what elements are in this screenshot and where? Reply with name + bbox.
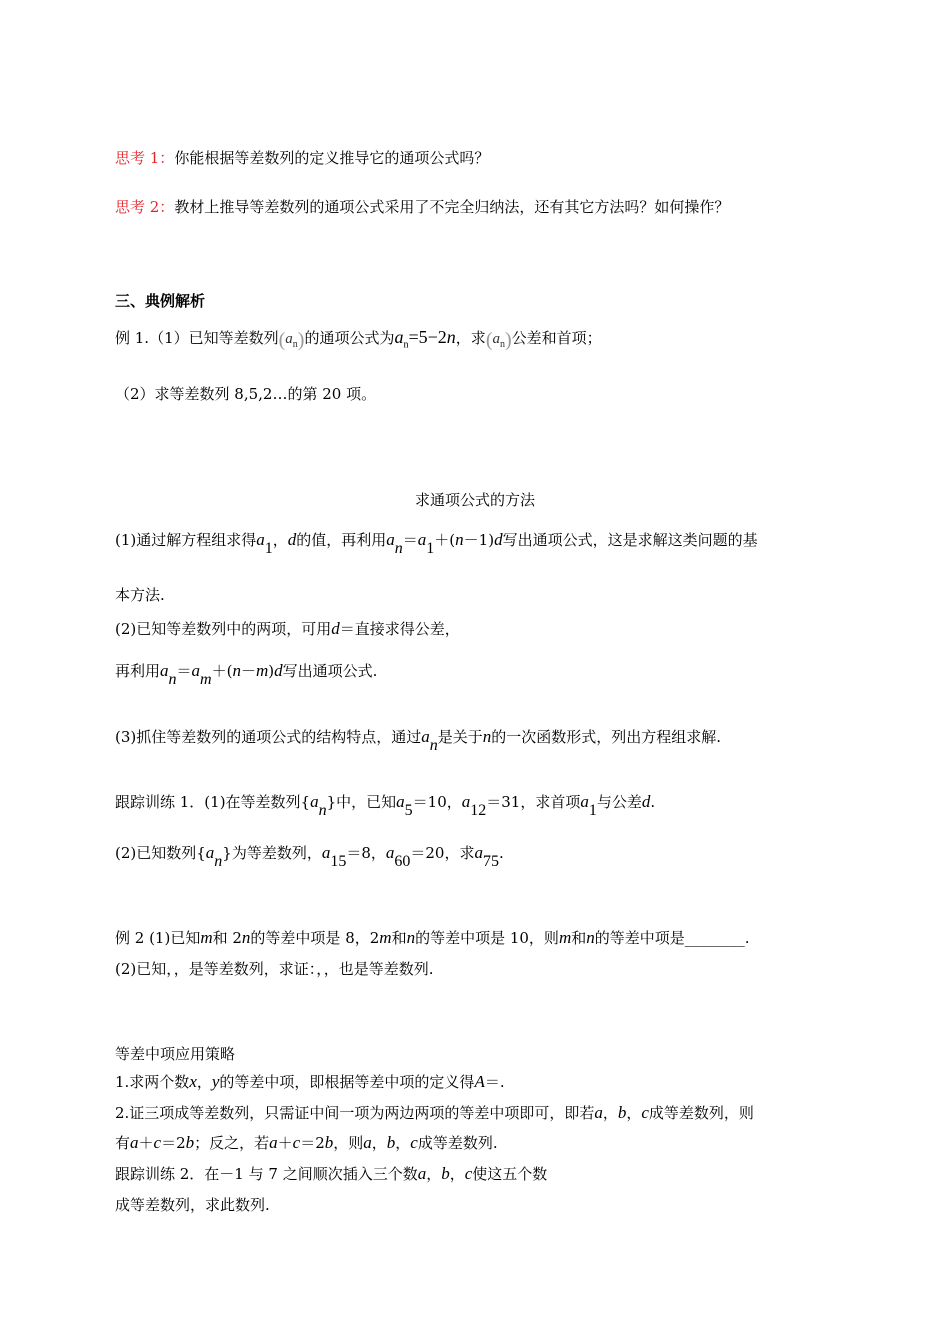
var: c <box>153 1133 162 1152</box>
method-3 <box>115 726 722 754</box>
subscript: n <box>429 737 438 754</box>
var: n <box>241 928 251 947</box>
example-1-part-1 <box>115 326 602 357</box>
text: 的等差中项，即根据等差中项的定义得 <box>219 1073 475 1091</box>
subscript: 12 <box>470 802 487 819</box>
var: d <box>287 530 297 549</box>
text: }为等差数列， <box>222 844 322 862</box>
var: m <box>255 661 269 680</box>
text: ＋( <box>211 662 233 680</box>
text: 跟踪训练 2．在－1 与 7 之间顺次插入三个数 <box>115 1165 418 1183</box>
var: d <box>494 530 503 549</box>
text: 的通项公式为 <box>304 329 395 347</box>
track-2 <box>115 1163 547 1185</box>
var: b <box>185 1133 195 1152</box>
var: m <box>200 928 213 947</box>
think-2-text: 教材上推导等差数列的通项公式采用了不完全归纳法，还有其它方法吗？如何操作？ <box>174 198 730 216</box>
text: ， <box>449 1165 465 1183</box>
var: a <box>385 843 395 862</box>
var: n <box>406 928 416 947</box>
var: c <box>410 1133 418 1152</box>
text: ＝8， <box>346 844 386 862</box>
var: a <box>191 661 201 680</box>
var: b <box>441 1164 450 1183</box>
text: ，则 <box>333 1134 364 1152</box>
subscript: n <box>318 802 327 819</box>
text: 的值，再利用 <box>296 531 387 549</box>
var: a <box>417 530 427 549</box>
text: 公差和首项； <box>511 329 602 347</box>
think-2 <box>115 196 729 218</box>
sequence-an: $(a_n)$ <box>278 329 305 351</box>
text: ＝. <box>484 1073 505 1091</box>
var: A <box>474 1072 485 1091</box>
var: c <box>641 1103 649 1122</box>
subscript: 5 <box>404 802 413 819</box>
subscript: 1 <box>426 540 435 557</box>
text: (3)抓住等差数列的通项公式的结构特点，通过 <box>115 728 422 746</box>
text: ， <box>426 1165 442 1183</box>
var: b <box>324 1133 334 1152</box>
var: x <box>189 1072 197 1091</box>
var: a <box>363 1133 372 1152</box>
text: ， <box>371 1134 387 1152</box>
text: 成等差数列. <box>417 1134 498 1152</box>
text: 再利用 <box>115 662 161 680</box>
var: a <box>321 843 331 862</box>
var: c <box>464 1164 473 1183</box>
strategy-1 <box>115 1071 505 1093</box>
text: 跟踪训练 1．(1)在等差数列{ <box>115 793 311 811</box>
var: b <box>386 1133 396 1152</box>
strategy-2-cont <box>115 1132 498 1154</box>
text: (1)通过解方程组求得 <box>115 531 257 549</box>
strategy-2 <box>115 1102 754 1124</box>
section-heading: 三、典例解析 <box>115 292 206 310</box>
var: d <box>331 619 340 638</box>
text: ， <box>626 1104 642 1122</box>
text: 有 <box>115 1134 131 1152</box>
text: 的一次函数形式，列出方程组求解. <box>491 728 722 746</box>
var: n <box>455 530 464 549</box>
var: a <box>580 792 589 811</box>
formula: $a_n=5-2n$ <box>394 327 456 351</box>
text: 写出通项公式，这是求解这类问题的基 <box>502 531 758 549</box>
text: ＝10， <box>412 793 462 811</box>
var: a <box>269 1133 278 1152</box>
text: 1.求两个数 <box>115 1073 190 1091</box>
var: b <box>617 1103 627 1122</box>
text: ，求 <box>455 329 486 347</box>
think-1-label: 思考 1： <box>115 149 175 167</box>
text: 写出通项公式. <box>282 662 378 680</box>
text: 例 1.（1）已知等差数列 <box>115 329 279 347</box>
text: (2)已知等差数列中的两项，可用 <box>115 620 332 638</box>
sequence-an-2: $(a_n)$ <box>485 329 512 351</box>
var: d <box>641 792 651 811</box>
subscript: 75 <box>482 853 499 870</box>
text: 的等差中项是 10，则 <box>415 929 559 947</box>
text: ＋ <box>277 1134 293 1152</box>
text: ， <box>395 1134 411 1152</box>
text: (2)已知数列{ <box>115 844 206 862</box>
subscript: 15 <box>330 853 347 870</box>
method-2-cont <box>115 660 378 688</box>
text: ， <box>602 1104 618 1122</box>
var: d <box>274 661 283 680</box>
text: ＋ <box>138 1134 154 1152</box>
method-1 <box>115 529 758 557</box>
text: 和 <box>571 929 587 947</box>
var: a <box>160 661 169 680</box>
subscript: n <box>214 853 223 870</box>
text: 成等差数列，则 <box>648 1104 754 1122</box>
text: 与公差 <box>596 793 642 811</box>
text: 和 <box>391 929 407 947</box>
text: ) <box>268 662 275 680</box>
var: a <box>474 843 483 862</box>
text: ＋( <box>434 531 456 549</box>
var: m <box>558 928 572 947</box>
text: 的等差中项是 8，2 <box>250 929 380 947</box>
example-2-part-2: (2)已知，，是等差数列，求证：，，也是等差数列. <box>115 960 434 978</box>
subscript: 1 <box>264 540 273 557</box>
strategy-title: 等差中项应用策略 <box>115 1045 236 1063</box>
subscript: n <box>394 540 403 557</box>
subscript: n <box>168 671 177 688</box>
text: 是关于 <box>437 728 483 746</box>
text: ＝2 <box>161 1134 186 1152</box>
var: a <box>310 792 319 811</box>
track-1-part-2 <box>115 842 504 870</box>
text: 和 2 <box>212 929 242 947</box>
example-2-part-1 <box>115 927 750 949</box>
var: n <box>586 928 595 947</box>
example-1-part-2: （2）求等差数列 8,5,2…的第 20 项。 <box>115 385 377 403</box>
text: ， <box>272 531 288 549</box>
subscript: 1 <box>588 802 597 819</box>
track-2-cont: 成等差数列，求此数列. <box>115 1196 270 1214</box>
text: ＝ <box>402 531 418 549</box>
var: a <box>421 727 430 746</box>
text: － <box>240 662 256 680</box>
text: －1) <box>463 531 495 549</box>
var: a <box>256 530 265 549</box>
var: n <box>232 661 241 680</box>
var: a <box>386 530 395 549</box>
text: ， <box>196 1073 212 1091</box>
track-1-part-1 <box>115 791 656 819</box>
think-2-label: 思考 2： <box>115 198 175 216</box>
text: ＝2 <box>300 1134 325 1152</box>
var: n <box>482 727 492 746</box>
method-title: 求通项公式的方法 <box>414 491 535 509</box>
think-1 <box>115 147 489 169</box>
subscript: 60 <box>394 853 411 870</box>
method-1-cont: 本方法. <box>115 586 165 604</box>
text: 使这五个数 <box>472 1165 548 1183</box>
text: ＝直接求得公差， <box>339 620 460 638</box>
var: c <box>292 1133 301 1152</box>
var: a <box>594 1103 603 1122</box>
text: . <box>498 844 504 862</box>
var: m <box>379 928 392 947</box>
text: . <box>650 793 656 811</box>
var: a <box>417 1164 427 1183</box>
text: ＝ <box>176 662 192 680</box>
var: y <box>211 1072 220 1091</box>
subscript: m <box>200 671 212 688</box>
var: a <box>461 792 471 811</box>
think-1-text: 你能根据等差数列的定义推导它的通项公式吗？ <box>174 149 490 167</box>
text: ；反之，若 <box>194 1134 270 1152</box>
text: 的等差中项是________. <box>594 929 750 947</box>
var: a <box>396 792 405 811</box>
text: ＝31，求首项 <box>486 793 581 811</box>
var: a <box>130 1133 139 1152</box>
text: 例 2 (1)已知 <box>115 929 201 947</box>
text: 2.证三项成等差数列，只需证中间一项为两边两项的等差中项即可，即若 <box>115 1104 595 1122</box>
text: ＝20，求 <box>410 844 475 862</box>
text: }中，已知 <box>326 793 397 811</box>
method-2 <box>115 618 460 640</box>
var: a <box>205 843 215 862</box>
